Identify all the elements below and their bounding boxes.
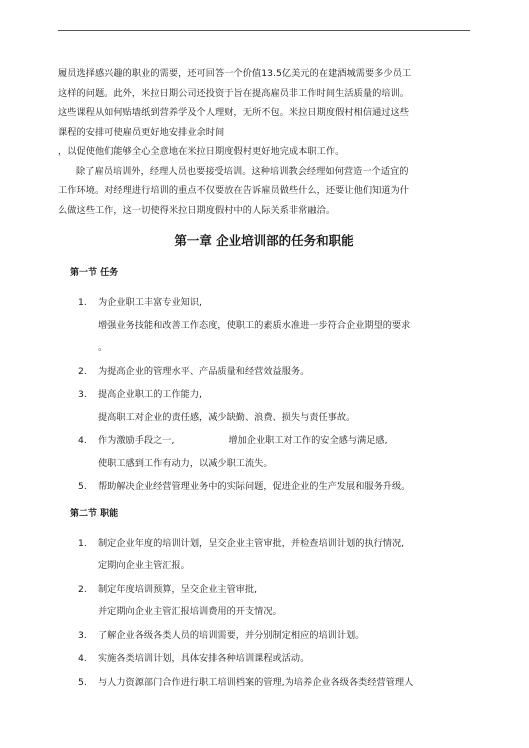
intro-line: 这样的问题。此外，米拉日期公司还投资于旨在提高雇员非工作时间生活质量的培训。 <box>58 87 410 99</box>
intro-line: 么做这些工作，这一切使得米拉日期度假村中的人际关系非常融洽。 <box>58 204 336 216</box>
function-list <box>58 534 470 693</box>
item-continuation: 定期向企业主管汇报。 <box>98 560 190 571</box>
item-number: 1. <box>78 297 87 308</box>
item-text: 帮助解决企业经营管理业务中的实际问题，促进企业的生产发展和服务升级。 <box>98 481 411 492</box>
item-number: 2. <box>78 365 87 377</box>
item-text: 制定年度培训预算，呈交企业主管审批, <box>98 583 258 595</box>
intro-line: 工作环境。对经理进行培训的重点不仅要放在告诉雇员做些什么，还要让他们知道为什 <box>58 185 410 196</box>
item-number: 5. <box>78 676 87 688</box>
item-text: 了解企业各级各类人员的培训需要，并分别制定相应的培训计划。 <box>98 629 365 641</box>
item-number: 2. <box>78 583 87 595</box>
intro-line: 这些课程从如何贴墙纸到营养学及个人理财，无所不包。米拉日期度假村相信通过这些 <box>58 107 410 118</box>
item-text: 实施各类培训计划，具体安排各种培训课程或活动。 <box>98 653 310 664</box>
task-list <box>58 293 470 497</box>
item-text: 作为激励手段之一, <box>98 435 175 446</box>
item-text: 为提高企业的管理水平、产品质量和经营效益服务。 <box>98 365 310 377</box>
list-item <box>58 673 470 693</box>
item-text: 提高企业职工的工作能力, <box>98 389 202 400</box>
item-number: 4. <box>78 435 87 446</box>
intro-line: 除了雇员培训外，经理人员也要接受培训。这种培训教会经理如何营造一个适宜的 <box>76 165 409 177</box>
item-continuation: 增强业务技能和改善工作态度，使职工的素质水准进一步符合企业期望的要求 <box>98 319 411 331</box>
list-item <box>58 649 470 669</box>
intro-line: ，以促使他们能够全心全意地在米拉日期度假村更好地完成本职工作。 <box>58 146 345 157</box>
item-number: 1. <box>78 537 87 549</box>
item-text: 增加企业职工对工作的安全感与满足感, <box>228 435 388 446</box>
intro-line: 课程的安排可使雇员更好地安排业余时间 <box>58 126 225 138</box>
section-title-tasks: 第一节 任务 <box>70 268 119 278</box>
item-number: 3. <box>78 389 87 400</box>
item-number: 5. <box>78 481 87 492</box>
item-continuation: 提高职工对企业的责任感，减少缺勤、浪费、损失与责任事故。 <box>98 411 356 423</box>
item-text: 制定企业年度的培训计划，呈交企业主管审批，并检查培训计划的执行情况, <box>98 537 405 549</box>
item-text: 与人力资源部门合作进行职工培训档案的管理,为培养企业各级各类经营管理人 <box>98 676 414 688</box>
item-continuation: 并定期向企业主管汇报培训费用的开支情况。 <box>98 606 282 617</box>
chapter-title: 第一章 企业培训部的任务和职能 <box>174 233 354 248</box>
item-continuation: 。 <box>98 342 108 353</box>
header-rule <box>58 30 470 31</box>
list-item <box>58 580 470 600</box>
list-item <box>58 293 470 313</box>
document-body <box>58 64 470 696</box>
item-number: 3. <box>78 629 87 641</box>
intro-line: 履员选择感兴趣的职业的需要，还可回答一个价值13.5亿美元的在建酒城需要多少员工 <box>58 68 412 79</box>
item-continuation: 使职工感到工作有动力，以减少职工流失。 <box>98 457 273 469</box>
list-item <box>58 431 470 451</box>
item-text: 为企业职工丰富专业知识, <box>98 297 202 308</box>
list-item <box>58 534 470 554</box>
section-title-functions: 第二节 职能 <box>70 508 119 519</box>
list-item <box>58 626 470 646</box>
list-item <box>58 362 470 382</box>
list-item <box>58 385 470 405</box>
list-item <box>58 477 470 497</box>
item-number: 4. <box>78 653 87 664</box>
